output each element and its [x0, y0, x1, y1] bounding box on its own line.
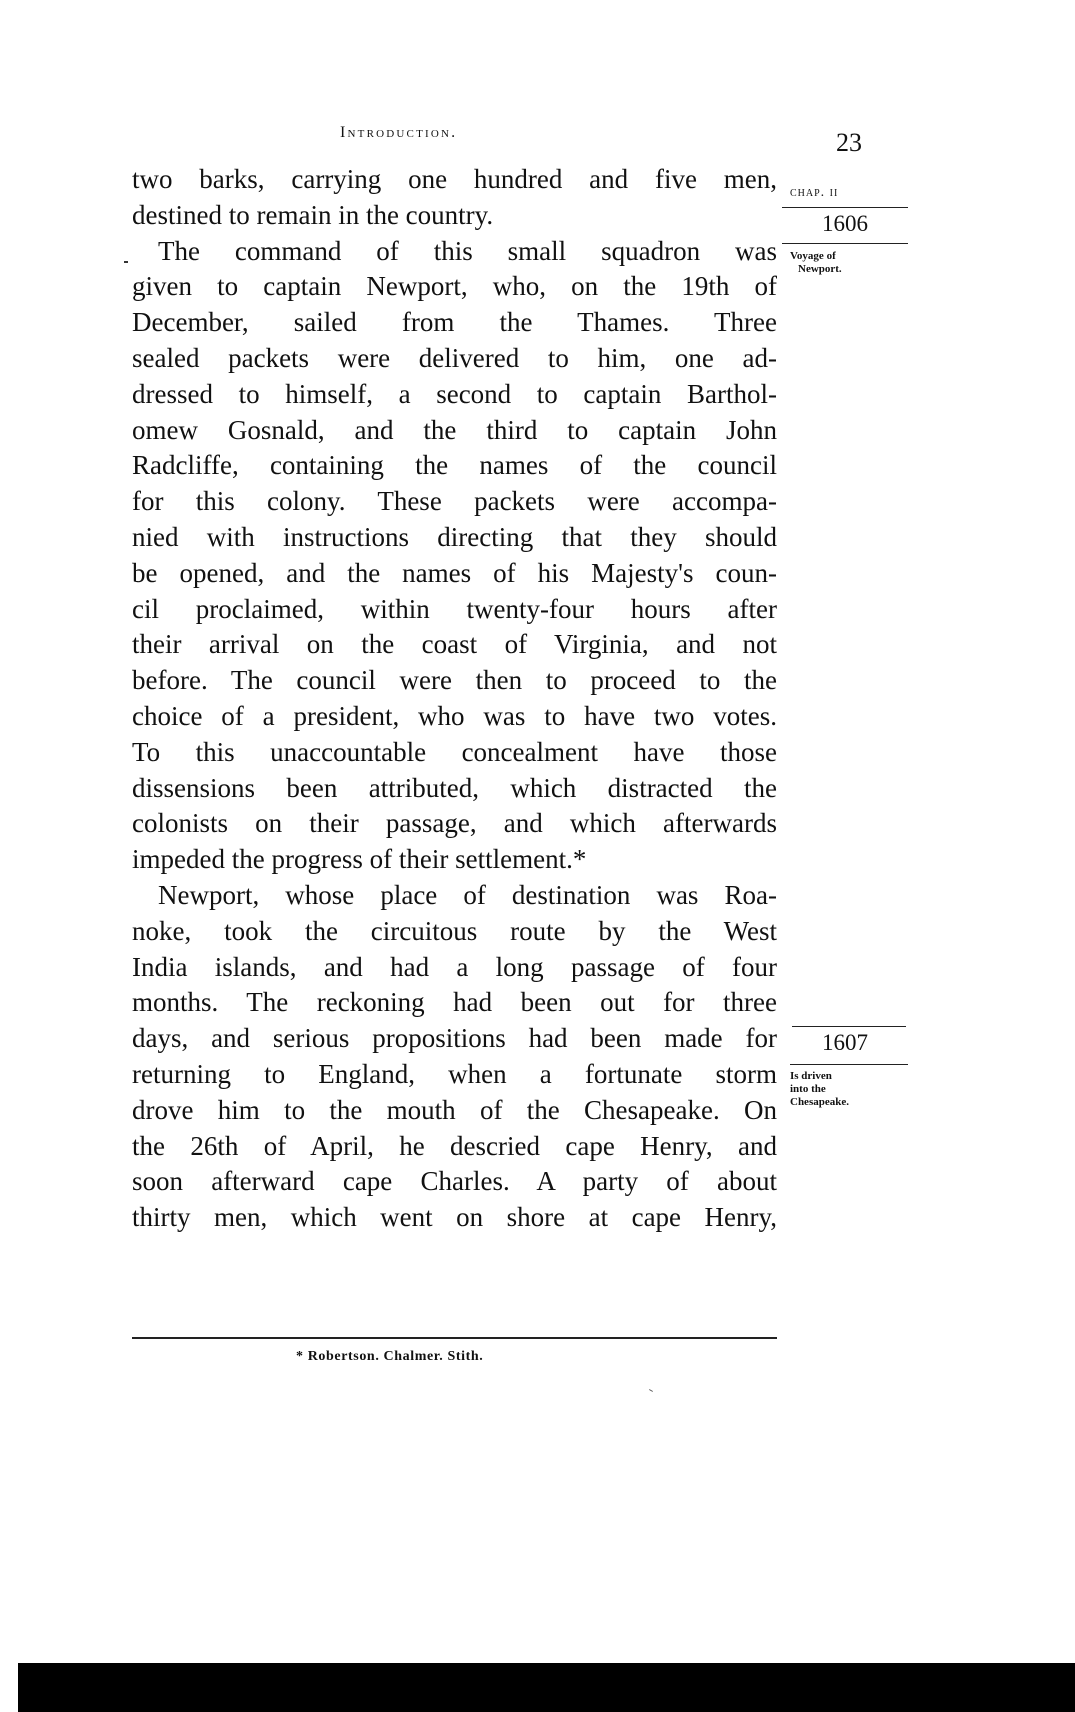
footnote: * Robertson. Chalmer. Stith. — [296, 1349, 484, 1364]
text-line: before. The council were then to proceed to the — [132, 665, 777, 696]
text-line: months. The reckoning had been out for three — [132, 987, 777, 1018]
text-line: cil proclaimed, within twenty-four hours after — [132, 593, 777, 624]
margin-note-line: Is driven — [790, 1070, 832, 1082]
paragraph-3 — [132, 878, 777, 1236]
scan-edge-bar — [18, 1663, 1075, 1712]
text-line: dissensions been attributed, which distracted the — [132, 772, 777, 803]
page-number: 23 — [836, 128, 862, 157]
text-line: sealed packets were delivered to him, one ad- — [132, 342, 777, 373]
text-line: noke, took the circuitous route by the West — [132, 915, 777, 946]
text-line: omew Gosnald, and the third to captain John — [132, 414, 777, 445]
text-line: nied with instructions directing that they should — [132, 521, 777, 552]
margin-rule — [782, 207, 908, 208]
scan-artifact-mark — [124, 261, 128, 263]
margin-note-line: Newport. — [798, 263, 842, 275]
scan-speck — [649, 1389, 653, 1392]
running-head: Introduction. — [340, 124, 458, 141]
body-text — [132, 162, 777, 1236]
text-line: dressed to himself, a second to captain Barthol- — [132, 378, 777, 409]
text-line: thirty men, which went on shore at cape Henry, — [132, 1202, 777, 1233]
margin-note-line: Chesapeake. — [790, 1096, 849, 1108]
text-line: two barks, carrying one hundred and five men, — [132, 164, 777, 194]
text-line: Radcliffe, containing the names of the council — [132, 450, 777, 481]
margin-rule — [790, 1064, 908, 1065]
text-line: The command of this small squadron was — [158, 235, 777, 266]
text-line: days, and serious propositions had been made for — [132, 1023, 777, 1054]
paragraph-2 — [132, 234, 777, 878]
margin-year-1606: 1606 — [822, 211, 868, 236]
margin-note-line: Voyage of — [790, 250, 836, 262]
margin-note-line: into the — [790, 1083, 826, 1095]
text-line: the 26th of April, he descried cape Henry, and — [132, 1130, 777, 1161]
text-line: destined to remain in the country. — [132, 199, 494, 230]
text-line: colonists on their passage, and which afterwards — [132, 808, 777, 839]
text-line: their arrival on the coast of Virginia, and not — [132, 629, 777, 660]
margin-note-chesapeake — [790, 1070, 849, 1109]
text-line: for this colony. These packets were accompa- — [132, 486, 777, 517]
text-line: India islands, and had a long passage of four — [132, 951, 777, 982]
text-line: soon afterward cape Charles. A party of about — [132, 1166, 777, 1197]
text-line: To this unaccountable concealment have those — [132, 736, 777, 767]
text-line: Newport, whose place of destination was Roa- — [158, 879, 777, 910]
text-line: given to captain Newport, who, on the 19th of — [132, 271, 777, 302]
paragraph-1 — [132, 162, 777, 234]
text-line: be opened, and the names of his Majesty's coun- — [132, 557, 777, 588]
footnote-rule — [132, 1337, 777, 1339]
text-line: choice of a president, who was to have two votes. — [132, 700, 777, 731]
margin-note-voyage — [790, 250, 842, 276]
text-line: drove him to the mouth of the Chesapeake. On — [132, 1094, 777, 1125]
margin-year-1607: 1607 — [822, 1030, 868, 1055]
chapter-label: chap. ii — [790, 185, 839, 200]
text-line: returning to England, when a fortunate storm — [132, 1058, 777, 1089]
margin-rule — [782, 243, 908, 244]
text-line: impeded the progress of their settlement.* — [132, 844, 587, 875]
text-line: December, sailed from the Thames. Three — [132, 307, 777, 338]
margin-rule — [792, 1026, 906, 1027]
